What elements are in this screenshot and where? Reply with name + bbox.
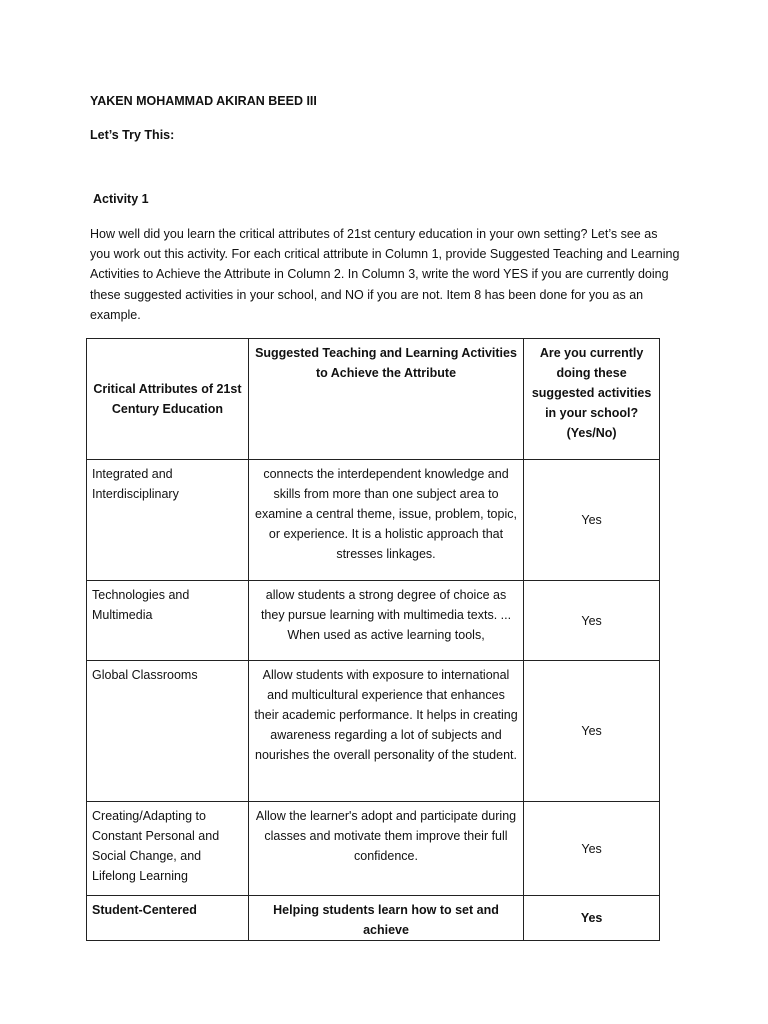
- section-subtitle: Let’s Try This:: [90, 128, 175, 142]
- row-answer: Yes: [524, 661, 660, 802]
- attributes-table: [86, 338, 660, 941]
- row-activity: Allow the learner's adopt and participate during classes and motivate them improve their full confidence.: [248, 802, 523, 896]
- row-attribute: Integrated and Interdisciplinary: [87, 460, 249, 581]
- row-answer: Yes: [524, 460, 660, 581]
- header-answer: Are you currently doing these suggested activities in your school? (Yes/No): [524, 339, 660, 460]
- author-line: YAKEN MOHAMMAD AKIRAN BEED III: [90, 94, 317, 108]
- row-answer: Yes: [524, 581, 660, 661]
- table-row: [87, 661, 660, 802]
- table-row: [87, 581, 660, 661]
- row-activity: Helping students learn how to set and achieve: [248, 896, 523, 941]
- row-answer: Yes: [524, 802, 660, 896]
- row-activity: Allow students with exposure to international and multicultural experience that enhances their academic performance. It helps in creating awareness regarding a lot of subjects and nourishes the overall personality of the student.: [248, 661, 523, 802]
- table-row: [87, 460, 660, 581]
- activity-title: Activity 1: [93, 192, 149, 206]
- row-activity: allow students a strong degree of choice as they pursue learning with multimedia texts. ... When used as active learning tools,: [248, 581, 523, 661]
- row-activity: connects the interdependent knowledge and skills from more than one subject area to examine a central theme, issue, problem, topic, or experience. It is a holistic approach that stresses linkages.: [248, 460, 523, 581]
- header-activities: Suggested Teaching and Learning Activities to Achieve the Attribute: [248, 339, 523, 460]
- row-attribute: Global Classrooms: [87, 661, 249, 802]
- row-attribute: Student-Centered: [87, 896, 249, 941]
- row-attribute: Technologies and Multimedia: [87, 581, 249, 661]
- table-header-row: [87, 339, 660, 460]
- table-row: [87, 802, 660, 896]
- row-answer: Yes: [524, 896, 660, 941]
- table-row: [87, 896, 660, 941]
- instructions-paragraph: How well did you learn the critical attributes of 21st century education in your own setting? Let’s see as you work out this activity. For each critical attribute in Column 1, provide Suggested Teaching and Learning Activities to Achieve the Attribute in Column 2. In Column 3, write the word YES if you are currently doing these suggested activities in your school, and NO if you are not. Item 8 has been done for you as an example.: [90, 227, 680, 322]
- row-attribute: Creating/Adapting to Constant Personal and Social Change, and Lifelong Learning: [87, 802, 249, 896]
- header-attribute: Critical Attributes of 21st Century Education: [87, 339, 249, 460]
